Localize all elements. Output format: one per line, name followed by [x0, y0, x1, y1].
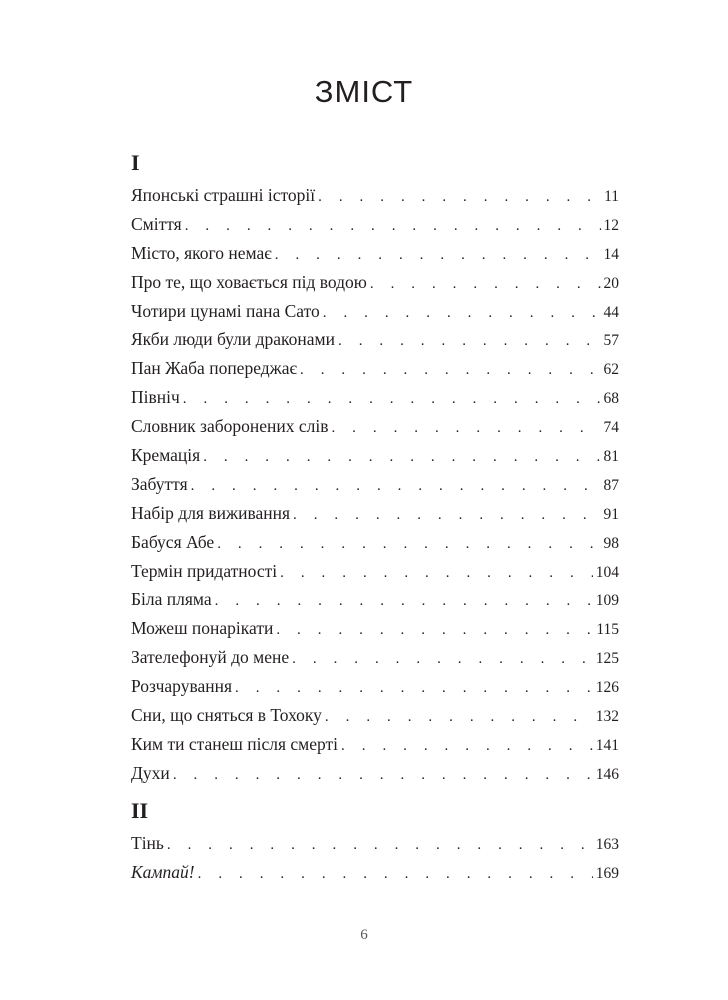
toc-entry: [131, 701, 619, 730]
entry-title: Кампай!: [131, 861, 195, 882]
dot-leader: [235, 674, 593, 703]
dot-leader: [280, 559, 593, 588]
toc-entry: [131, 499, 619, 528]
entry-title: Пан Жаба попереджає: [131, 358, 298, 379]
toc-entry: [131, 643, 619, 672]
entry-title: Біла пляма: [131, 589, 212, 610]
toc-entry: [131, 759, 619, 788]
folio-page-number: 6: [360, 927, 368, 943]
dot-leader: [300, 356, 600, 385]
entry-page-number: 68: [603, 390, 619, 408]
toc-entry: [131, 210, 619, 239]
toc-entry: [131, 585, 619, 614]
entry-title: Сни, що сняться в Тохоку: [131, 705, 322, 726]
page-title: ЗМІСТ: [314, 74, 414, 109]
entry-title: Тінь: [131, 833, 164, 853]
toc-entry: [131, 297, 619, 326]
entry-page-number: 57: [603, 332, 619, 350]
entry-title: Набір для виживання: [131, 502, 291, 523]
entry-page-number: 109: [595, 592, 619, 610]
entry-title: Японські страшні історії: [131, 185, 316, 205]
entry-page-number: 14: [603, 245, 619, 263]
entry-title: Бабуся Абе: [131, 531, 215, 552]
dot-leader: [370, 270, 601, 299]
toc-list-section-2: [131, 829, 619, 887]
entry-title: Словник заборонених слів: [131, 416, 329, 437]
entry-page-number: 141: [595, 736, 619, 754]
entry-title: Розчарування: [131, 676, 233, 697]
entry-page-number: 11: [604, 188, 619, 205]
entry-title: Місто, якого немає: [131, 242, 272, 263]
dot-leader: [167, 831, 593, 860]
dot-leader: [276, 616, 593, 645]
dot-leader: [191, 472, 601, 501]
toc-entry: [131, 268, 619, 297]
entry-title: Сміття: [131, 213, 182, 234]
entry-page-number: 125: [595, 650, 619, 668]
dot-leader: [215, 587, 593, 616]
toc-entry: [131, 181, 619, 210]
entry-title: Якби люди були драконами: [131, 329, 335, 350]
entry-page-number: 169: [595, 864, 619, 882]
entry-page-number: 98: [603, 534, 619, 552]
dot-leader: [323, 299, 601, 328]
entry-page-number: 91: [603, 505, 619, 523]
entry-page-number: 62: [603, 361, 619, 379]
entry-title: Забуття: [131, 473, 188, 494]
toc-entry: [131, 239, 619, 268]
toc-entry: [131, 354, 619, 383]
toc-entry: [131, 557, 619, 586]
toc-entry: [131, 441, 619, 470]
toc-entry: [131, 325, 619, 354]
dot-leader: [198, 860, 593, 889]
entry-page-number: 146: [595, 765, 619, 783]
dot-leader: [217, 530, 600, 559]
section-heading-2: II: [131, 798, 149, 823]
toc-entry: [131, 730, 619, 759]
toc-list-section-1: [131, 181, 619, 788]
entry-title: Можеш понарікати: [131, 618, 274, 639]
toc-entry: [131, 672, 619, 701]
toc-entry: [131, 829, 619, 858]
entry-title: Духи: [131, 762, 170, 783]
entry-page-number: 87: [603, 476, 619, 494]
dot-leader: [292, 645, 593, 674]
entry-page-number: 81: [603, 448, 619, 466]
dot-leader: [338, 327, 601, 356]
entry-title: Кремація: [131, 445, 201, 466]
entry-page-number: 20: [603, 274, 619, 292]
toc-entry: [131, 412, 619, 441]
dot-leader: [173, 761, 593, 790]
dot-leader: [185, 212, 601, 241]
toc-entry: [131, 383, 619, 412]
section-heading-1: I: [131, 150, 140, 175]
entry-title: Термін придатності: [131, 560, 278, 581]
entry-page-number: 44: [603, 303, 619, 321]
dot-leader: [183, 385, 601, 414]
entry-title: Про те, що ховається під водою: [131, 271, 367, 292]
dot-leader: [293, 501, 600, 530]
entry-page-number: 12: [603, 216, 619, 234]
toc-entry: [131, 470, 619, 499]
entry-page-number: 126: [595, 679, 619, 697]
dot-leader: [341, 732, 593, 761]
dot-leader: [318, 183, 601, 212]
entry-title: Зателефонуй до мене: [131, 647, 290, 668]
entry-title: Північ: [131, 387, 180, 408]
toc-entry: [131, 528, 619, 557]
toc-entry: [131, 858, 619, 887]
entry-page-number: 163: [595, 836, 619, 853]
entry-title: Чотири цунамі пана Сато: [131, 300, 320, 321]
toc-entry: [131, 614, 619, 643]
dot-leader: [275, 241, 601, 270]
dot-leader: [331, 414, 600, 443]
entry-page-number: 104: [595, 563, 619, 581]
entry-page-number: 115: [596, 621, 619, 639]
dot-leader: [325, 703, 593, 732]
entry-title: Ким ти станеш після смерті: [131, 733, 339, 754]
dot-leader: [203, 443, 600, 472]
entry-page-number: 132: [595, 708, 619, 726]
entry-page-number: 74: [603, 419, 619, 437]
